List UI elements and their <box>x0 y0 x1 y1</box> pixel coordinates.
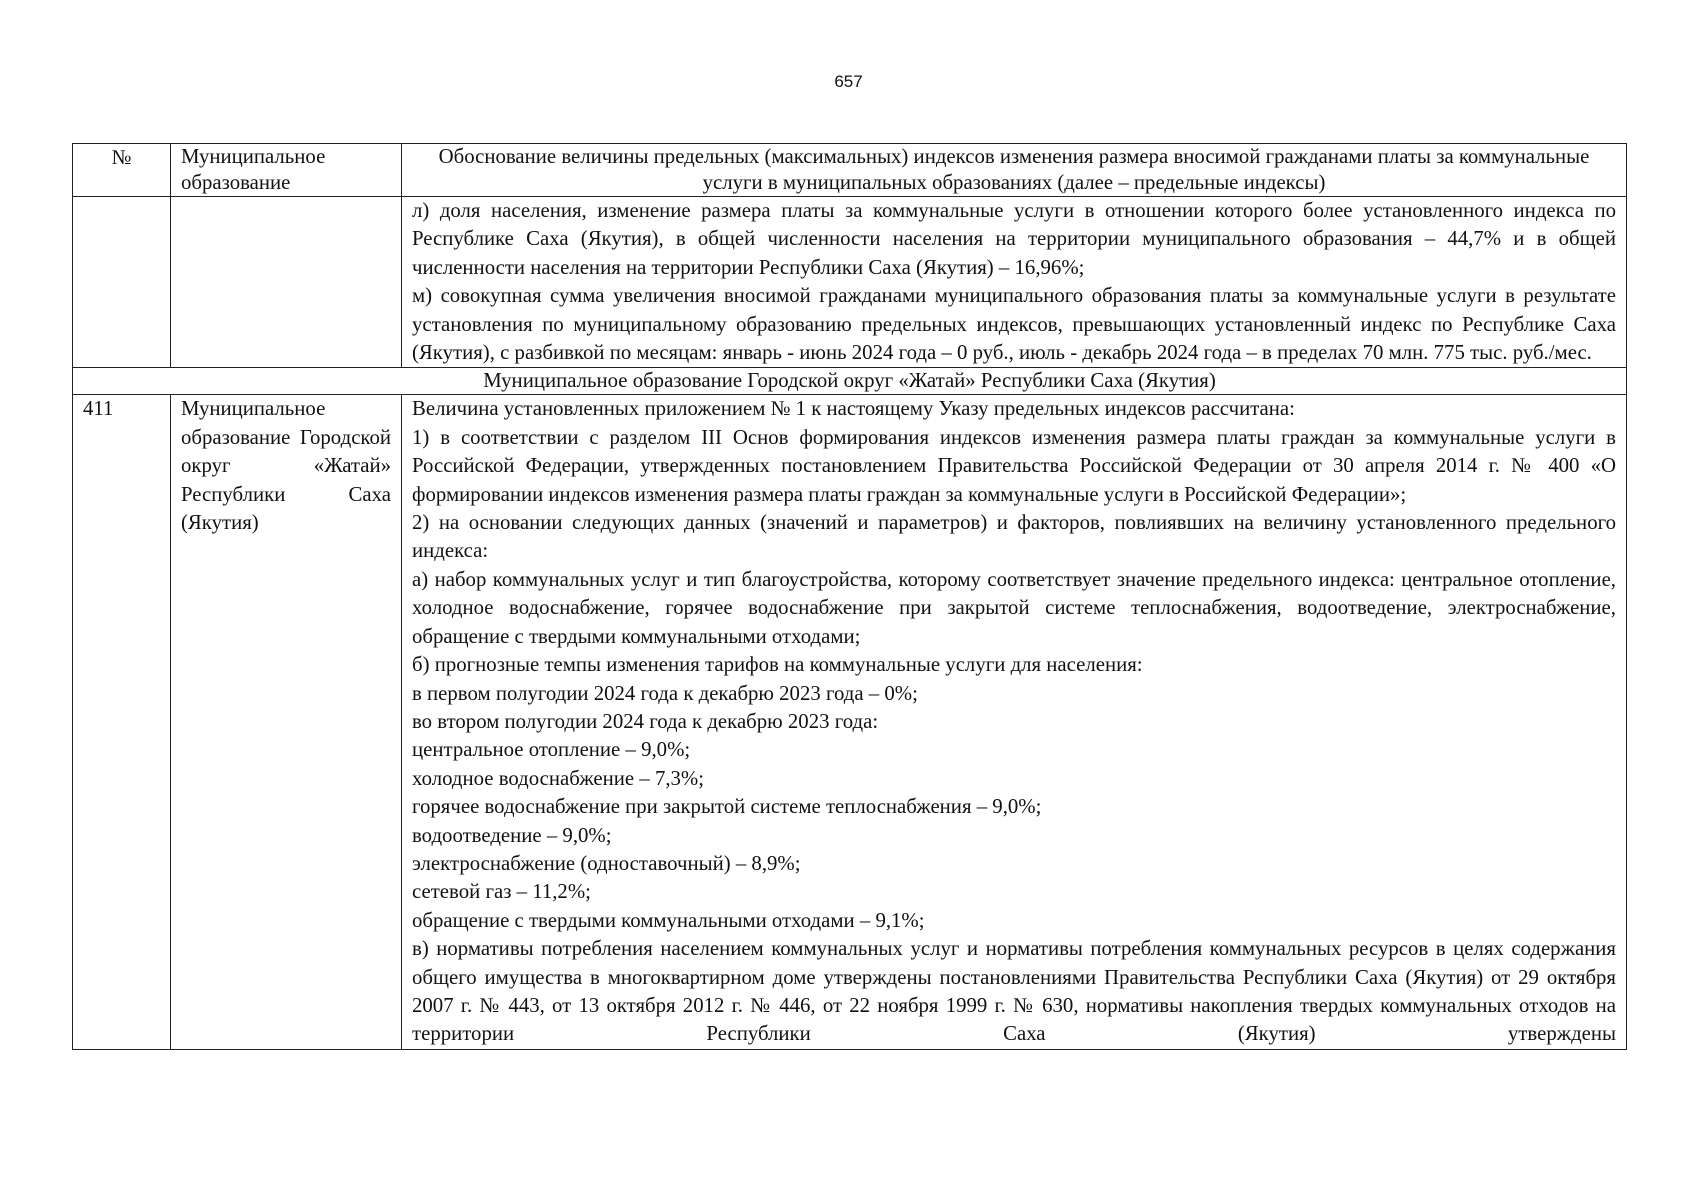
page-number: 657 <box>834 72 863 91</box>
section-title: Муниципальное образование Городской округ «Жатай» Республики Саха (Якутия) <box>73 368 1627 395</box>
continued-num-cell <box>73 197 171 368</box>
rate-line: водоотведение – 9,0%; <box>412 823 612 847</box>
paragraph-2: 2) на основании следующих данных (значений и параметров) и факторов, повлиявших на величину установленного предельного индекса: <box>412 511 1616 563</box>
paragraph-l: л) доля населения, изменение размера платы за коммунальные услуги в отношении которого более установленного индекса по Республике Саха (Якутия), в общей численности населения на территории муниципального образования – 44,7% и в общей численности населения на территории Республики Саха (Якутия) – 16,96%; <box>412 199 1616 279</box>
paragraph-b: б) прогнозные темпы изменения тарифов на коммунальные услуги для населения: <box>412 653 1143 677</box>
rate-line: электроснабжение (одноставочный) – 8,9%; <box>412 851 801 875</box>
header-municipality: Муниципальное образование <box>171 144 402 197</box>
table-row-continued <box>73 197 1627 368</box>
municipality-cell <box>171 395 402 1049</box>
paragraph-v: в) нормативы потребления населением коммунальных услуг и нормативы потребления коммунальных ресурсов в целях содержания общего имущества в многоквартирном доме утверждены постановлениями Правительства Республики Саха (Якутия) от 29 октября 2007 г. № 443, от 13 октября 2012 г. № 446, от 22 ноября 1999 г. № 630, нормативы накопления твердых коммунальных отходов на территории Республики Саха (Якутия) утверждены <box>412 937 1616 1046</box>
rate-line: центральное отопление – 9,0%; <box>412 738 691 762</box>
continued-municipality-cell <box>171 197 402 368</box>
table-row-411 <box>73 395 1627 1049</box>
rate-line: горячее водоснабжение при закрытой системе теплоснабжения – 9,0%; <box>412 795 1042 819</box>
justification-cell <box>402 395 1627 1049</box>
paragraph-1: 1) в соответствии с разделом III Основ формирования индексов изменения размера платы граждан за коммунальные услуги в Российской Федерации, утвержденных постановлением Правительства Российской Федерации от 30 апреля 2014 г. № 400 «О формировании индексов изменения размера платы граждан за коммунальные услуги в Российской Федерации»; <box>412 425 1616 506</box>
paragraph-a: а) набор коммунальных услуг и тип благоустройства, которому соответствует значение предельного индекса: центральное отопление, холодное водоснабжение, горячее водоснабжение при закрытой системе теплоснабжения, водоотведение, электроснабжение, обращение с твердыми коммунальными отходами; <box>412 567 1616 648</box>
rate-line: холодное водоснабжение – 7,3%; <box>412 766 705 790</box>
header-number: № <box>73 144 171 197</box>
justification-table <box>72 143 1627 1050</box>
rate-line: обращение с твердыми коммунальными отходами – 9,1%; <box>412 908 925 932</box>
paragraph-m: м) совокупная сумма увеличения вносимой гражданами муниципального образования платы за коммунальные услуги в результате установления по муниципальному образованию предельных индексов, превышающих установленный индекс по Республике Саха (Якутия), с разбивкой по месяцам: январь - июнь 2024 года – 0 руб., июль - декабрь 2024 года – в пределах 70 млн. 775 тыс. руб./мес. <box>412 284 1616 365</box>
table-header-row <box>73 144 1627 197</box>
section-row <box>73 368 1627 395</box>
paragraph-intro: Величина установленных приложением № 1 к настоящему Указу предельных индексов рассчитана: <box>412 397 1295 421</box>
rate-line: во втором полугодии 2024 года к декабрю 2023 года: <box>412 709 879 733</box>
header-justification: Обоснование величины предельных (максимальных) индексов изменения размера вносимой гражданами платы за коммунальные услуги в муниципальных образованиях (далее – предельные индексы) <box>402 144 1627 197</box>
continued-justification-cell <box>402 197 1627 368</box>
rate-line: сетевой газ – 11,2%; <box>412 880 591 904</box>
row-number: 411 <box>73 395 171 1049</box>
municipality-name: Муниципальное образование Городской округ «Жатай» Республики Саха (Якутия) <box>181 397 391 535</box>
rate-line: в первом полугодии 2024 года к декабрю 2023 года – 0%; <box>412 681 918 705</box>
